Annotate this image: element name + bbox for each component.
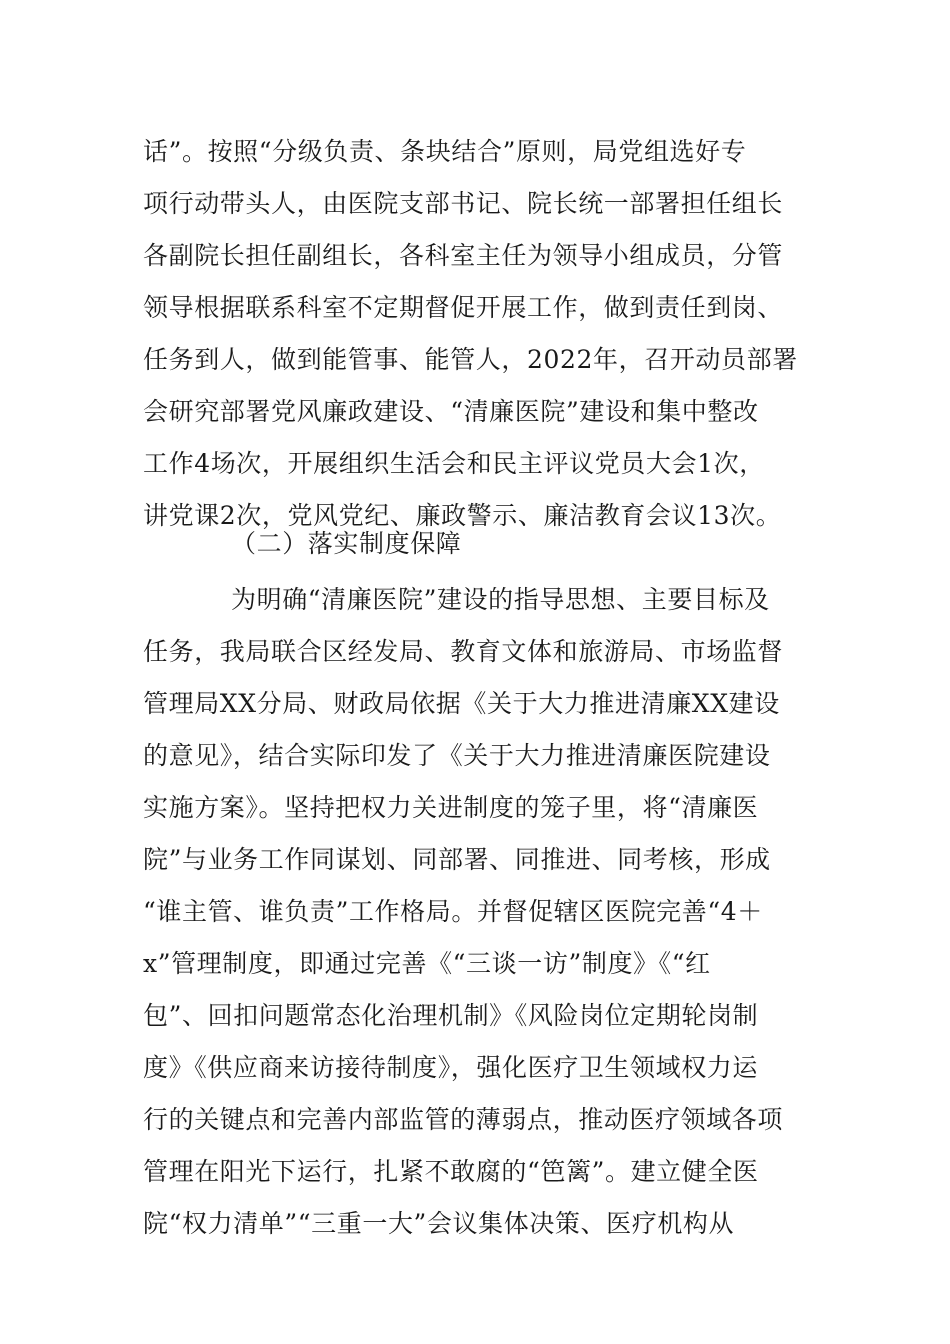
text-line: 任务，我局联合区经发局、教育文体和旅游局、市场监督 (143, 637, 784, 666)
text-line: x”管理制度，即通过完善《“三谈一访”制度》《“红 (143, 949, 711, 978)
text-line: 任务到人，做到能管事、能管人，2022年，召开动员部署 (143, 345, 798, 374)
paragraph-continuation (143, 126, 808, 542)
text-line: 话”。按照“分级负责、条块结合”原则，局党组选好专 (143, 137, 747, 166)
section-heading-text: （二）落实制度保障 (231, 529, 462, 558)
text-line: 管理局XX分局、财政局依据《关于大力推进清廉XX建设 (143, 689, 780, 718)
text-line: 包”、回扣问题常态化治理机制》《风险岗位定期轮岗制 (143, 1001, 759, 1030)
section-heading (143, 518, 808, 570)
text-line: “谁主管、谁负责”工作格局。并督促辖区医院完善“4＋ (143, 897, 763, 926)
text-line: 会研究部署党风廉政建设、“清廉医院”建设和集中整改 (143, 397, 759, 426)
text-line: 的意见》，结合实际印发了《关于大力推进清廉医院建设 (143, 741, 771, 770)
text-line: 工作4场次，开展组织生活会和民主评议党员大会1次， (143, 449, 765, 478)
text-line: 领导根据联系科室不定期督促开展工作，做到责任到岗、 (143, 293, 784, 322)
text-line: 管理在阳光下运行，扎紧不敢腐的“笆篱”。建立健全医 (143, 1157, 759, 1186)
text-line: 项行动带头人，由医院支部书记、院长统一部署担任组长 (143, 189, 784, 218)
text-line: 行的关键点和完善内部监管的薄弱点，推动医疗领域各项 (143, 1105, 784, 1134)
text-line: 为明确“清廉医院”建设的指导思想、主要目标及 (231, 585, 770, 614)
text-line: 各副院长担任副组长，各科室主任为领导小组成员，分管 (143, 241, 784, 270)
text-line: 讲党课2次，党风党纪、廉政警示、廉洁教育会议13次。 (143, 501, 782, 530)
text-line: 院“权力清单”“三重一大”会议集体决策、医疗机构从 (143, 1209, 735, 1238)
text-line: 度》《供应商来访接待制度》，强化医疗卫生领域权力运 (143, 1053, 759, 1082)
text-line: 实施方案》。坚持把权力关进制度的笼子里，将“清廉医 (143, 793, 759, 822)
paragraph-system-guarantee (143, 574, 808, 1250)
text-line: 院”与业务工作同谋划、同部署、同推进、同考核，形成 (143, 845, 771, 874)
